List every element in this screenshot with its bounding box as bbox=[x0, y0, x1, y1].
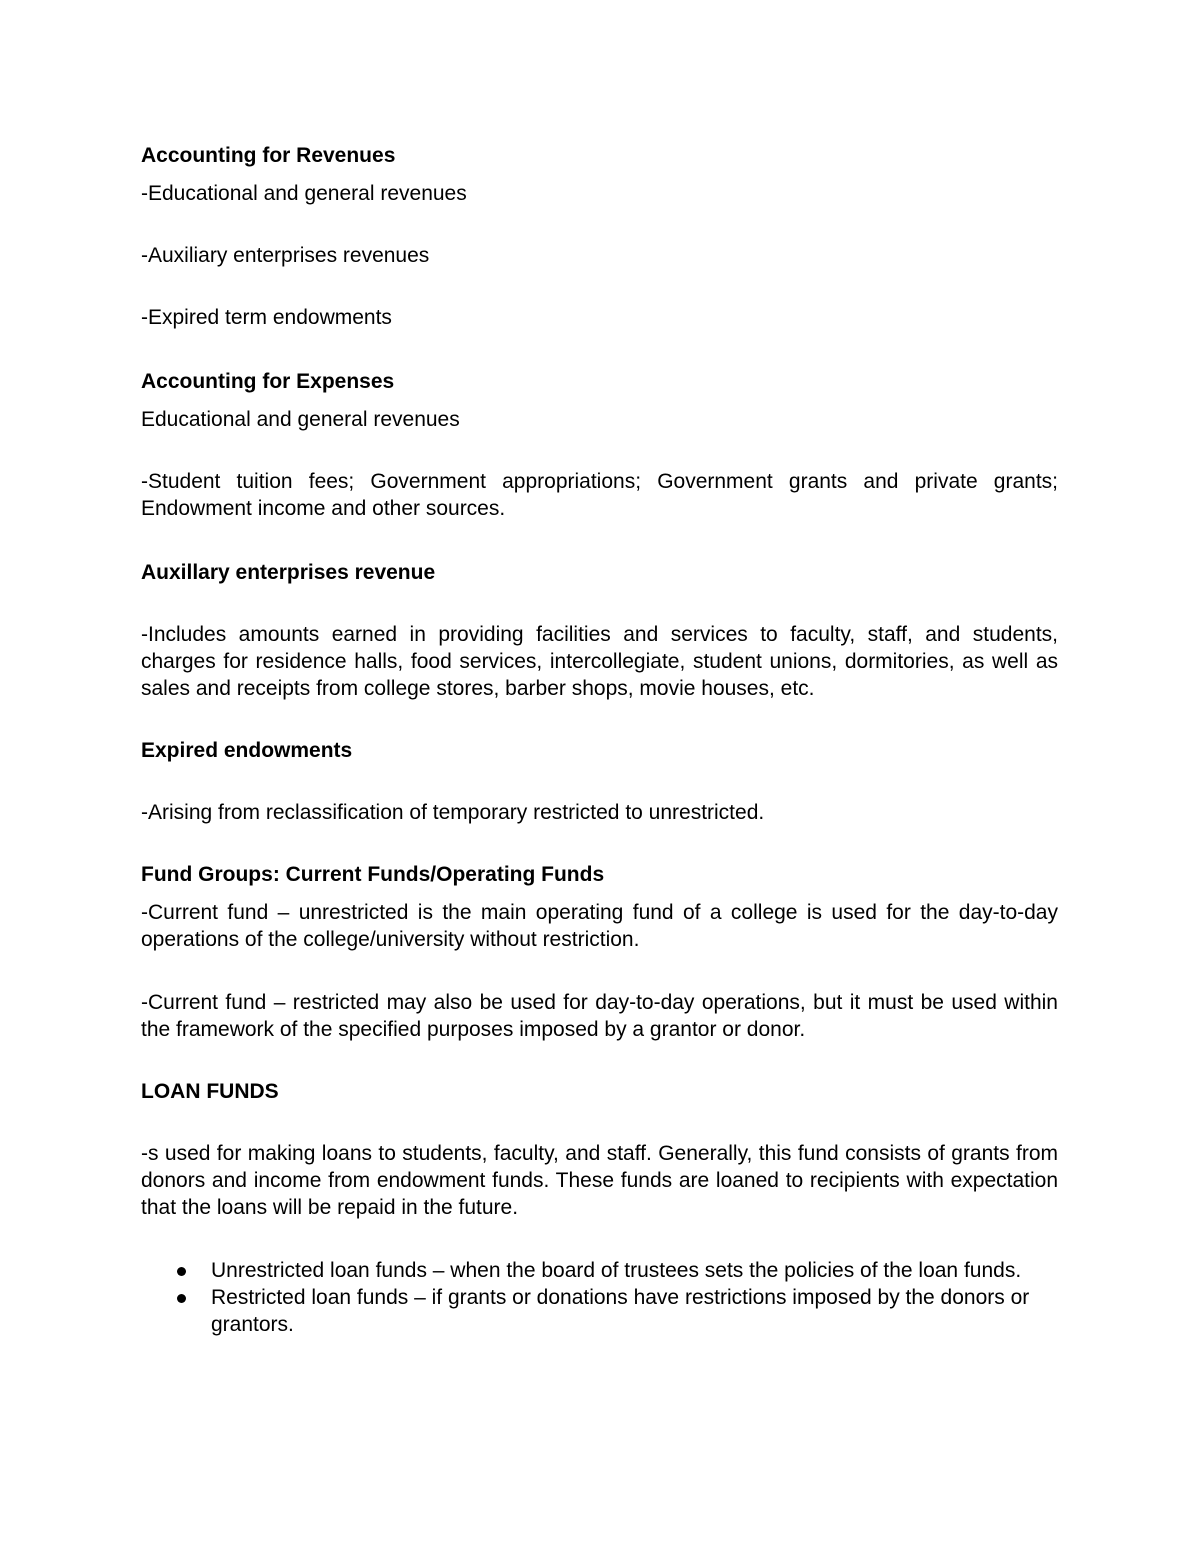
expenses-subheading: Educational and general revenues bbox=[141, 408, 460, 431]
bullet-text: Restricted loan funds – if grants or donations have restrictions imposed by the donors or grantors. bbox=[211, 1286, 1030, 1336]
revenue-item: -Auxiliary enterprises revenues bbox=[141, 244, 430, 267]
fund-groups-paragraph: -Current fund – unrestricted is the main operating fund of a college is used for the day-to-day operations of the college/university without restriction. bbox=[141, 901, 1058, 951]
revenue-item: -Educational and general revenues bbox=[141, 182, 467, 205]
expenses-body: -Student tuition fees; Government appropriations; Government grants and private grants; Endowment income and other sources. bbox=[141, 470, 1058, 520]
bullet-icon bbox=[177, 1267, 186, 1276]
loan-funds-body: -s used for making loans to students, faculty, and staff. Generally, this fund consists of grants from donors and income from endowment funds. These funds are loaned to recipients with expectation that the loans will be repaid in the future. bbox=[141, 1142, 1058, 1219]
heading-fund-groups: Fund Groups: Current Funds/Operating Funds bbox=[141, 863, 605, 886]
heading-accounting-revenues: Accounting for Revenues bbox=[141, 144, 396, 167]
heading-expired-endowments: Expired endowments bbox=[141, 739, 353, 762]
expired-body: -Arising from reclassification of temporary restricted to unrestricted. bbox=[141, 801, 765, 824]
revenue-item: -Expired term endowments bbox=[141, 306, 392, 329]
heading-loan-funds: LOAN FUNDS bbox=[141, 1080, 279, 1103]
heading-accounting-expenses: Accounting for Expenses bbox=[141, 370, 395, 393]
heading-auxiliary-revenue: Auxillary enterprises revenue bbox=[141, 561, 436, 584]
loan-funds-bullet-list bbox=[141, 1257, 1058, 1338]
document-page bbox=[141, 142, 1058, 1338]
auxiliary-body: -Includes amounts earned in providing facilities and services to faculty, staff, and students, charges for residence halls, food services, intercollegiate, student unions, dormitories, as well as sales and receipts from college stores, barber shops, movie houses, etc. bbox=[141, 623, 1058, 700]
list-item bbox=[211, 1284, 1058, 1338]
fund-groups-paragraph: -Current fund – restricted may also be used for day-to-day operations, but it must be used within the framework of the specified purposes imposed by a grantor or donor. bbox=[141, 991, 1058, 1041]
bullet-icon bbox=[177, 1294, 186, 1303]
bullet-text: Unrestricted loan funds – when the board of trustees sets the policies of the loan funds. bbox=[211, 1259, 1022, 1282]
list-item bbox=[211, 1257, 1058, 1284]
